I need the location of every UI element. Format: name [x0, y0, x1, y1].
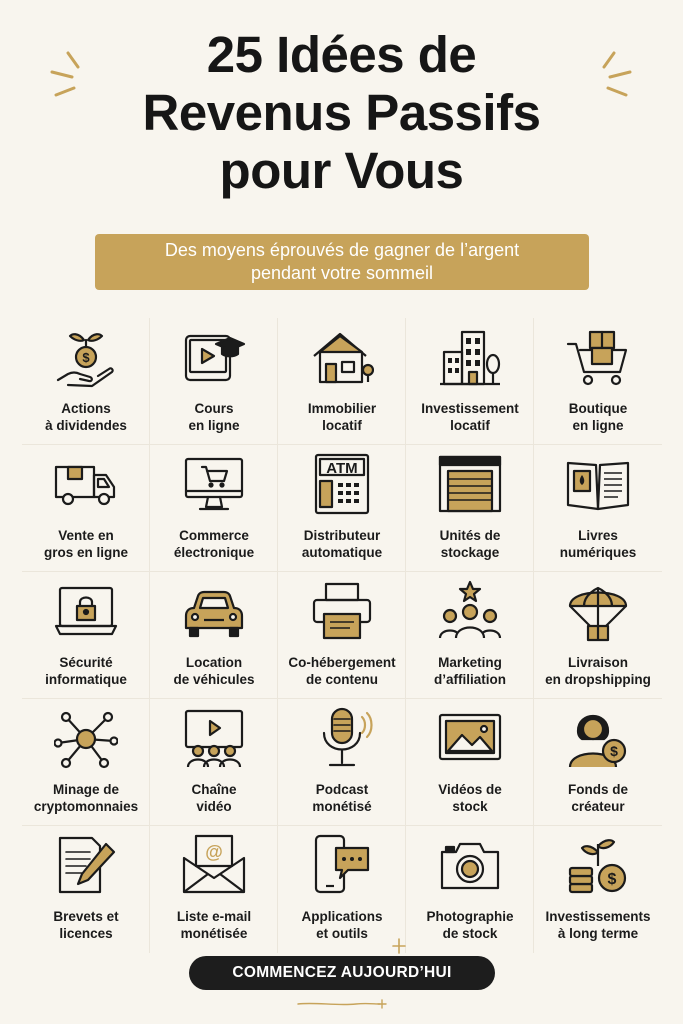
- ideas-grid: [22, 318, 662, 953]
- idea-card: [150, 699, 278, 826]
- idea-label: Podcast monétisé: [312, 782, 372, 814]
- idea-label: Livraison en dropshipping: [545, 655, 651, 687]
- phone-chat-icon: [310, 834, 374, 898]
- idea-card: [534, 699, 662, 826]
- network-nodes-icon: [54, 707, 118, 771]
- sparkle-rays-left-icon: [46, 50, 86, 102]
- idea-label: Fonds de créateur: [568, 782, 628, 814]
- idea-label: Immobilier locatif: [307, 401, 377, 433]
- atm-icon: [310, 453, 374, 517]
- delivery-truck-icon: [54, 453, 118, 517]
- idea-label: Photographie de stock: [426, 909, 514, 941]
- image-frame-icon: [438, 707, 502, 771]
- idea-label: Unités de stockage: [439, 528, 501, 560]
- open-book-icon: [566, 453, 630, 517]
- idea-label: Actions à dividendes: [45, 401, 127, 433]
- idea-label: Distributeur automatique: [301, 528, 383, 560]
- idea-card: [22, 826, 150, 953]
- idea-label: Investissement locatif: [421, 401, 519, 433]
- idea-label: Commerce électronique: [173, 528, 255, 560]
- idea-card: [406, 826, 534, 953]
- idea-label: Location de véhicules: [173, 655, 255, 687]
- idea-card: [150, 572, 278, 699]
- idea-card: [150, 445, 278, 572]
- svg-text:$: $: [610, 743, 618, 759]
- sparkle-rays-right-icon: [596, 50, 636, 102]
- sparkle-icon: [392, 938, 406, 954]
- car-icon: [182, 580, 246, 644]
- email-envelope-icon: [182, 834, 246, 898]
- monitor-cart-icon: [182, 453, 246, 517]
- laptop-lock-icon: [54, 580, 118, 644]
- people-star-icon: [438, 580, 502, 644]
- title-line-1: 25 Idées de: [206, 26, 477, 83]
- idea-label: Cours en ligne: [188, 401, 240, 433]
- start-today-button[interactable]: COMMENCEZ AUJOURD’HUI: [189, 956, 495, 990]
- idea-card: [278, 699, 406, 826]
- idea-label: Vidéos de stock: [438, 782, 502, 814]
- video-audience-icon: [182, 707, 246, 771]
- svg-text:$: $: [82, 350, 90, 365]
- idea-card: [406, 318, 534, 445]
- svg-text:@: @: [205, 842, 223, 862]
- idea-label: Minage de cryptomonnaies: [33, 782, 139, 814]
- printer-icon: [310, 580, 374, 644]
- idea-label: Applications et outils: [301, 909, 383, 941]
- parachute-box-icon: [566, 580, 630, 644]
- svg-text:ATM: ATM: [326, 460, 358, 477]
- idea-card: [534, 318, 662, 445]
- idea-card: [534, 445, 662, 572]
- decorative-flourish-icon: [296, 998, 388, 1010]
- idea-label: Liste e-mail monétisée: [176, 909, 252, 941]
- idea-card: [406, 699, 534, 826]
- hand-coin-plant-icon: [54, 326, 118, 390]
- tablet-graduation-icon: [182, 326, 246, 390]
- idea-label: Sécurité informatique: [45, 655, 127, 687]
- idea-card: [150, 826, 278, 953]
- idea-label: Vente en gros en ligne: [43, 528, 128, 560]
- idea-card: [278, 826, 406, 953]
- svg-text:$: $: [607, 871, 617, 888]
- idea-card: [278, 318, 406, 445]
- idea-label: Investissements à long terme: [545, 909, 651, 941]
- idea-label: Livres numériques: [559, 528, 637, 560]
- shopping-cart-icon: [566, 326, 630, 390]
- camera-icon: [438, 834, 502, 898]
- idea-label: Brevets et licences: [53, 909, 119, 941]
- creator-coin-icon: [566, 707, 630, 771]
- document-pen-icon: [54, 834, 118, 898]
- idea-card: [406, 445, 534, 572]
- idea-card: [150, 318, 278, 445]
- idea-label: Boutique en ligne: [568, 401, 628, 433]
- coins-plant-icon: [566, 834, 630, 898]
- title-line-2: Revenus Passifs: [142, 84, 541, 141]
- page-title: [0, 26, 683, 200]
- buildings-icon: [438, 326, 502, 390]
- idea-card: [278, 572, 406, 699]
- idea-card: [22, 318, 150, 445]
- subtitle-banner: Des moyens éprouvés de gagner de l’argent pendant votre sommeil: [95, 234, 589, 290]
- idea-card: [22, 445, 150, 572]
- idea-card: [534, 572, 662, 699]
- house-icon: [310, 326, 374, 390]
- idea-card: [278, 445, 406, 572]
- idea-label: Chaîne vidéo: [191, 782, 237, 814]
- idea-card: [406, 572, 534, 699]
- storage-unit-icon: [438, 453, 502, 517]
- idea-card: [22, 699, 150, 826]
- idea-label: Co-hébergement de contenu: [288, 655, 396, 687]
- idea-label: Marketing d’affiliation: [434, 655, 506, 687]
- microphone-icon: [310, 707, 374, 771]
- idea-card: [534, 826, 662, 953]
- idea-card: [22, 572, 150, 699]
- title-line-3: pour Vous: [219, 142, 464, 199]
